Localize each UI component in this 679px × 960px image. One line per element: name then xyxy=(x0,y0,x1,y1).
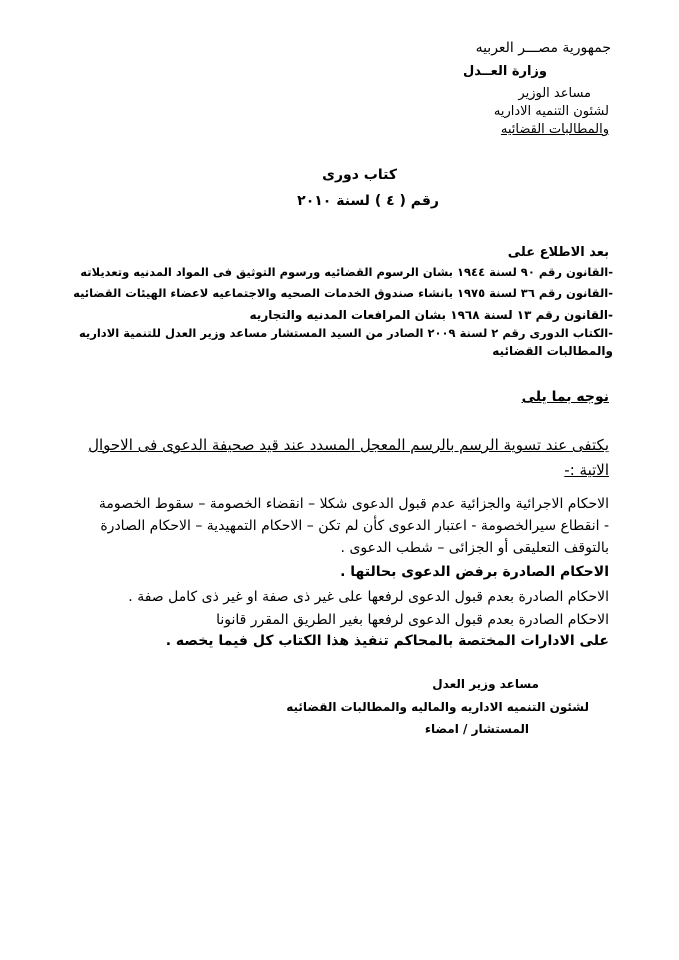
directive-paragraph-end: الاتية :- xyxy=(564,461,609,479)
header-department: لشئون التنميه الاداريه xyxy=(493,104,609,119)
signature-title: مساعد وزير العدل xyxy=(432,677,539,691)
body-line: الاحكام الاجرائية والجزائية عدم قبول الدعوى شكلا – انقضاء الخصومة – سقوط الخصومة xyxy=(98,496,609,512)
body-line: الاحكام الصادرة بعدم قبول الدعوى لرفعها بغير الطريق المقرر قانونا xyxy=(216,612,609,628)
section-heading-review: بعد الاطلاع على xyxy=(507,245,609,260)
header-assistant: مساعد الوزير xyxy=(518,86,591,101)
body-line: بالتوقف التعليقى أو الجزائى – شطب الدعوى . xyxy=(340,540,609,556)
document-title: كتاب دورى xyxy=(322,167,397,183)
law-item: -القانون رقم ٩٠ لسنة ١٩٤٤ بشان الرسوم القضائيه ورسوم التوثيق فى المواد المدنيه وتعديلاته xyxy=(80,265,613,279)
body-line: - انقطاع سيرالخصومة - اعتبار الدعوى كأن لم تكن – الاحكام التمهيدية – الاحكام الصادرة xyxy=(100,518,609,534)
header-country: جمهورية مصـــر العربيه xyxy=(475,40,611,56)
header-claims: والمطالبات القضائيه xyxy=(500,122,609,137)
header-ministry: وزارة العــدل xyxy=(462,64,547,79)
law-item: -القانون رقم ٣٦ لسنة ١٩٧٥ بانشاء صندوق الخدمات الصحيه والاجتماعيه لاعضاء الهيئات القضائيه xyxy=(73,286,613,300)
body-line: الاحكام الصادرة بعدم قبول الدعوى لرفعها على غير ذى صفة او غير ذى كامل صفة . xyxy=(128,589,609,605)
signature-name: المستشار / امضاء xyxy=(424,722,529,736)
law-item: والمطالبات القضائيه xyxy=(492,344,613,358)
document-number: رقم ( ٤ ) لسنة ٢٠١٠ xyxy=(297,193,439,209)
law-item: -القانون رقم ١٣ لسنة ١٩٦٨ بشان المرافعات المدنيه والتجاريه xyxy=(249,308,613,322)
signature-department: لشئون التنميه الاداريه والماليه والمطالبات القضائيه xyxy=(286,700,589,714)
section-heading-directive: نوجه بما يلى xyxy=(521,389,609,405)
body-line: الاحكام الصادرة برفض الدعوى بحالتها . xyxy=(340,564,609,580)
body-line: على الادارات المختصة بالمحاكم تنفيذ هذا الكتاب كل فيما يخصه . xyxy=(165,633,609,649)
directive-paragraph: يكتفى عند تسوية الرسم بالرسم المعجل المسدد عند قيد صحيفة الدعوى فى الاحوال xyxy=(88,436,609,454)
law-item: -الكتاب الدورى رقم ٢ لسنة ٢٠٠٩ الصادر من السيد المستشار مساعد وزير العدل للتنمية الاداريه xyxy=(78,326,613,340)
